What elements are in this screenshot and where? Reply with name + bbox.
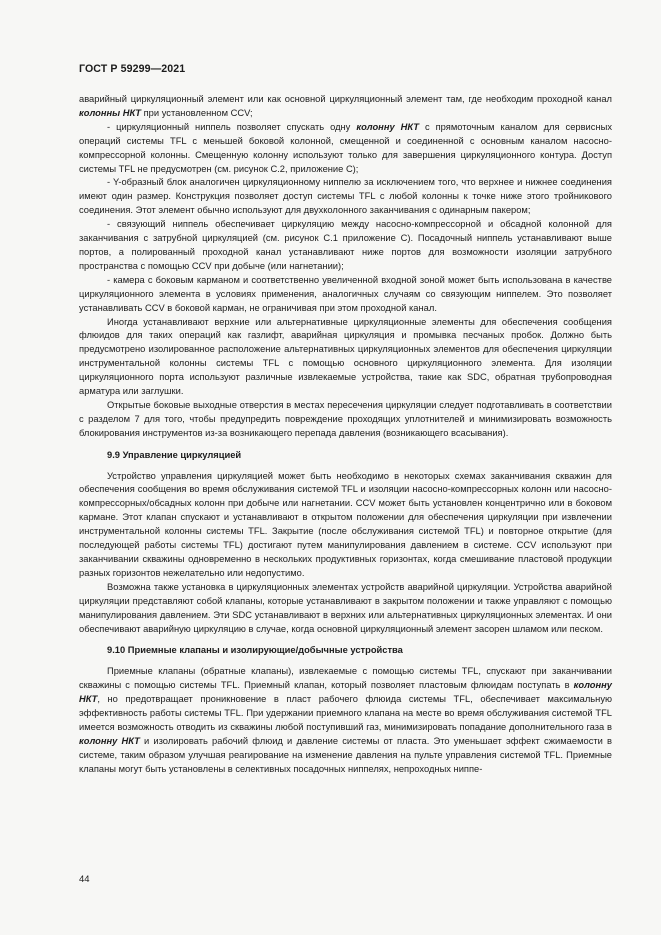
emphasis: колонну НКТ	[79, 735, 140, 746]
emphasis: колонну НКТ	[356, 121, 419, 132]
paragraph: Устройство управления циркуляцией может быть необходимо в некоторых схемах заканчивания скважин для обеспечения сообщения во время обслуживания системой TFL и изоляции насосно-компрессорных колонн или насосно-компрессорных/обсадных колонн при добыче или нагнетании. CCV может быть установлен концентрично или в боковом кармане. Этот клапан спускают и устанавливают в открытом положении для обеспечения циркуляции при извлечении инструментальной колонны системы TFL. Закрытие (после обслуживания системой TFL) и повторное открытие (для последующей работы системы TFL) достигают путем манипулирования давлением в системе. CCV используют при заканчивании скважины одновременно в нескольких продуктивных горизонтах, когда смешивание пластовой продукции разных горизонтов нежелательно или недопустимо.	[79, 470, 612, 578]
list-item	[79, 121, 612, 177]
section-heading: 9.9 Управление циркуляцией	[107, 449, 242, 460]
emphasis: колонны НКТ	[79, 107, 142, 118]
text: с прямоточным каналом для сервисных операций системы TFL с меньшей боковой колонной, смещенной и соединенной с основным каналом насосно-компрессорной колонны. Смещенную колонну используют только для завершения циркуляционного контура. Доступ системы TFL не предусмотрен (см. рисунок С.2, приложение С);	[79, 121, 612, 174]
paragraph: Иногда устанавливают верхние или альтернативные циркуляционные элементы для обеспечения сообщения флюидов для таких операций как газлифт, аварийная циркуляция и промывка песчаных пробок. Должно быть предусмотрено изолированное расположение альтернативных циркуляционных элементов для обеспечения циркуляции инструментальной колонны системы TFL с помощью основного циркуляционного элемента. Для изоляции циркуляционного порта используют различные извлекаемые устройства, такие как SDC, обратная трубопроводная арматура или заглушки.	[79, 316, 612, 397]
list-item: - камера с боковым карманом и соответственно увеличенной входной зоной может быть использована в качестве циркуляционного элемента в условиях применения, аналогичных случаям со связующим ниппелем. Это позволяет устанавливать CCV в боковой карман, не ограничивая при этом проходной канал.	[79, 274, 612, 313]
text: - циркуляционный ниппель позволяет спускать одну	[107, 121, 357, 132]
paragraph	[79, 93, 612, 121]
page-number: 44	[79, 874, 90, 885]
list-item: - связующий ниппель обеспечивает циркуляцию между насосно-компрессорной и обсадной колонной для заканчивания с затрубной циркуляцией (см. рисунок С.1 приложение С). Посадочный ниппель устанавливают выше портов, а полированный проходной канал устанавливают ниже портов для возможности изоляции затрубного пространства с помощью CCV при добыче (или нагнетании);	[79, 219, 612, 271]
section-heading: 9.10 Приемные клапаны и изолирующие/добычные устройства	[107, 645, 403, 656]
emphasis: колонну НКТ	[79, 680, 612, 705]
text: , но предотвращает проникновение в пласт рабочего флюида системы TFL, обеспечивает максимальную эффективность работы системы TFL. При удержании приемного клапана на месте во время обслуживания системой TFL имеется возможность отводить из скважины любой поступивший газ, минимизировать попадание дополнительного газа в	[79, 694, 612, 732]
list-item: - Y-образный блок аналогичен циркуляционному ниппелю за исключением того, что верхнее и нижнее соединения имеют один размер. Конструкция позволяет доступ системы TFL с любой колонны к точке ниже этого тройникового соединения. Этот элемент обычно используют для двухколонного заканчивания с одинарным пакером;	[79, 177, 612, 216]
text: аварийный циркуляционный элемент или как основной циркуляционный элемент там, где необходим проходной канал	[79, 94, 612, 104]
document-body	[79, 93, 612, 777]
text: и изолировать рабочий флюид и давление системы от пласта. Это уменьшает эффект сжимаемости в системе, таким образом улучшая реагирование на изменение давления на пульте управления системой TFL. Приемные клапаны могут быть установлены в селективных посадочных ниппелях, непроходных ниппе-	[79, 735, 613, 774]
text: при установленном CCV;	[141, 107, 253, 118]
paragraph: Открытые боковые выходные отверстия в местах пересечения циркуляции следует подготавливать в соответствии с разделом 7 для того, чтобы предупредить повреждение проходящих уплотнителей и минимизировать возможность блокирования инструментов из-за возникающего перепада давления (возникающего всасывания).	[79, 399, 612, 438]
paragraph: Возможна также установка в циркуляционных элементах устройств аварийной циркуляции. Устройства аварийной циркуляции представляют собой клапаны, которые устанавливают в закрытом положении и также управляют с помощью манипулирования давлением. Эти SDC устанавливают в верхних или альтернативных циркуляционных элементах. И они обеспечивают аварийную циркуляцию в случае, когда основной циркуляционный элемент засорен шламом или песком.	[79, 581, 612, 634]
text: Приемные клапаны (обратные клапаны), извлекаемые с помощью системы TFL, спускают при заканчивании скважины с помощью системы TFL. Приемный клапан, который позволяет пластовым флюидам поступать в	[79, 666, 612, 691]
paragraph	[79, 665, 612, 776]
standard-header: ГОСТ Р 59299—2021	[79, 63, 186, 75]
